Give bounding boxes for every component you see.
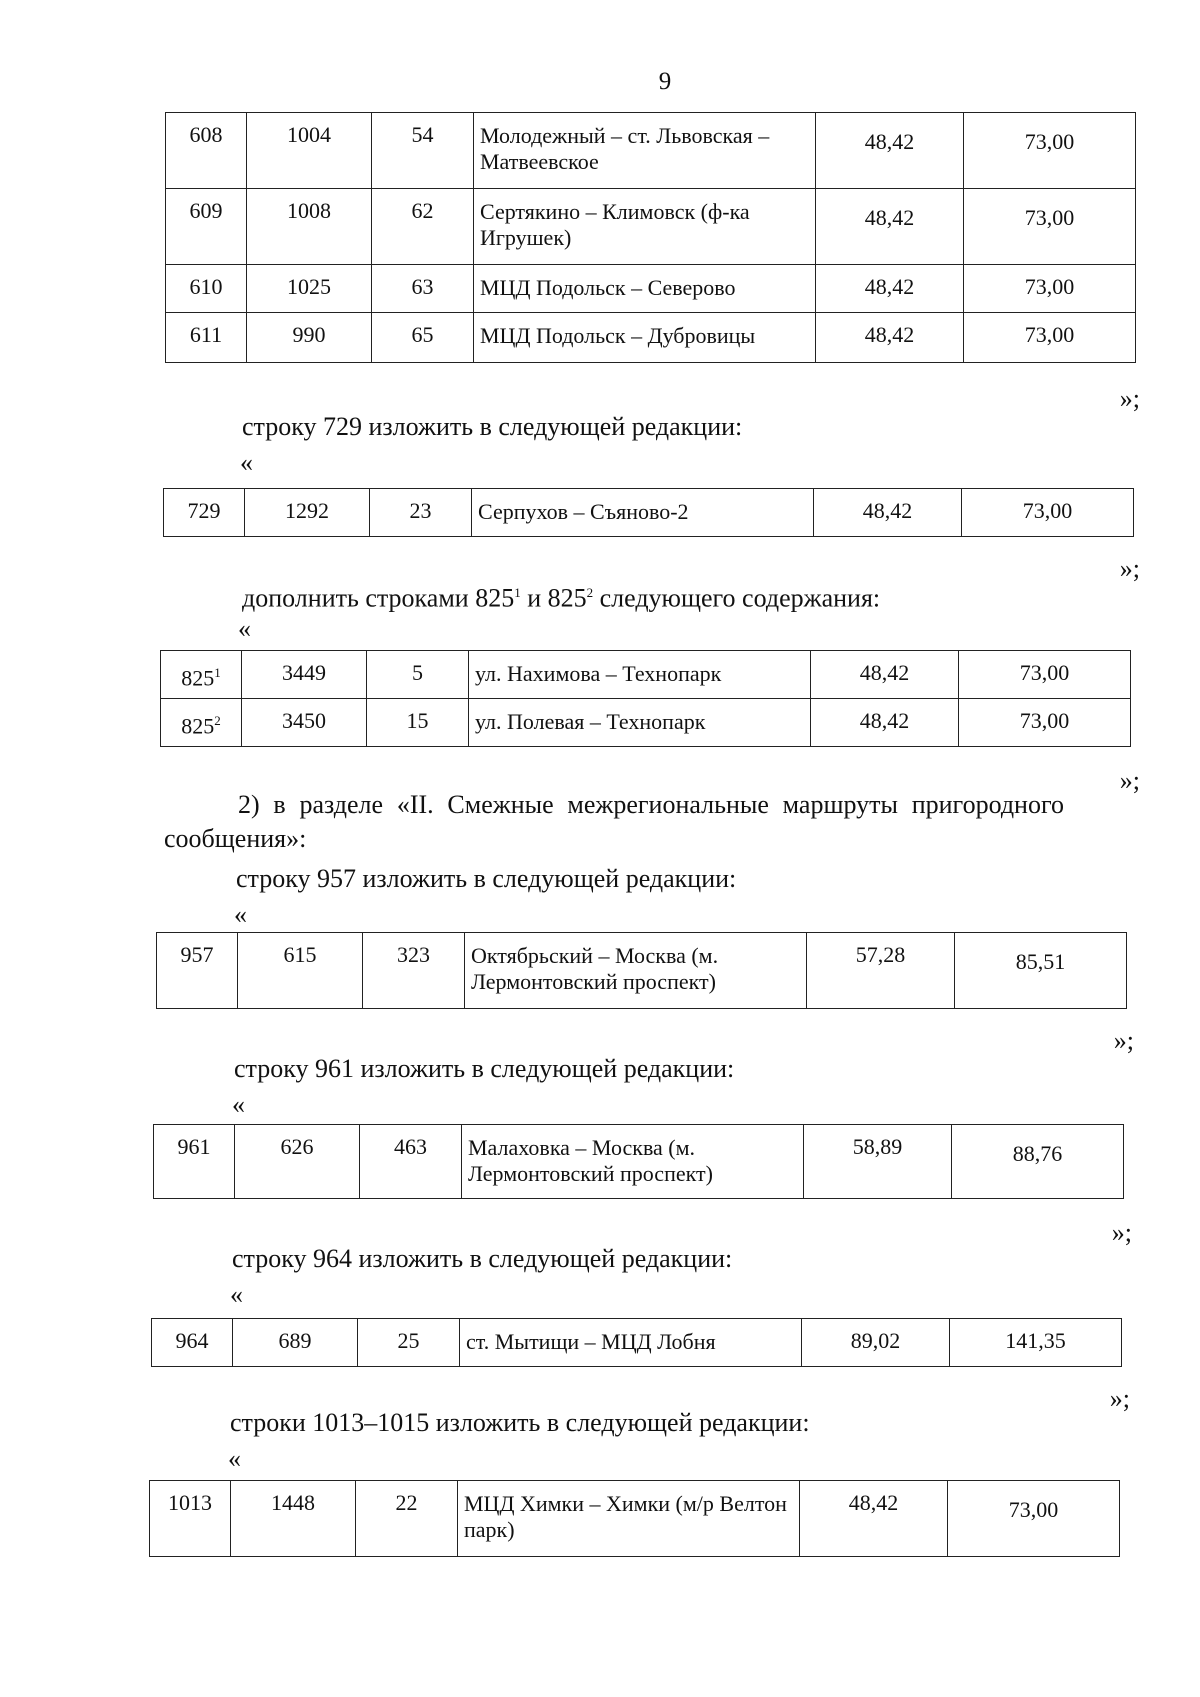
tariff-value: 48,42 <box>811 699 959 747</box>
route-registration: 1008 <box>247 189 372 265</box>
route-number: 25 <box>358 1319 460 1367</box>
tariff-value: 48,42 <box>816 313 964 363</box>
route-registration: 3450 <box>242 699 367 747</box>
paragraph-row-961: строку 961 изложить в следующей редакции: <box>234 1054 735 1083</box>
routes-table-964 <box>151 1318 1122 1367</box>
tariff-value: 48,42 <box>811 651 959 699</box>
tariff-value-2: 73,00 <box>964 313 1136 363</box>
route-registration: 1448 <box>231 1481 356 1557</box>
table-row <box>150 1481 1120 1557</box>
tariff-value-2: 73,00 <box>962 489 1134 537</box>
row-number: 610 <box>166 265 247 313</box>
route-name: Малаховка – Москва (м. Лермонтовский проспект) <box>462 1125 804 1199</box>
row-number: 608 <box>166 113 247 189</box>
paragraph-rows-825 <box>242 578 880 614</box>
paragraph-text: дополнить строками 825 <box>242 583 515 613</box>
page-number: 9 <box>658 68 672 95</box>
route-name: Молодежный – ст. Львовская – Матвеевское <box>474 113 816 189</box>
row-number-base: 825 <box>181 713 215 739</box>
route-number: 23 <box>370 489 472 537</box>
closing-quote: »; <box>1109 1384 1130 1413</box>
row-number: 609 <box>166 189 247 265</box>
opening-quote: « <box>240 448 253 477</box>
row-number <box>161 699 242 747</box>
table-row <box>161 699 1131 747</box>
opening-quote: « <box>230 1280 243 1309</box>
tariff-value-2: 73,00 <box>964 189 1136 265</box>
route-number: 65 <box>372 313 474 363</box>
paragraph-section-2: 2) в разделе «II. Смежные межрегиональные маршруты пригородного сообщения»: <box>164 790 1064 853</box>
table-row <box>166 189 1136 265</box>
paragraph-row-964: строку 964 изложить в следующей редакции: <box>232 1244 733 1273</box>
tariff-value-2: 141,35 <box>950 1319 1122 1367</box>
route-name: ул. Нахимова – Технопарк <box>469 651 811 699</box>
table-row <box>166 265 1136 313</box>
route-name: ул. Полевая – Технопарк <box>469 699 811 747</box>
route-number: 15 <box>367 699 469 747</box>
route-registration: 689 <box>233 1319 358 1367</box>
tariff-value: 48,42 <box>816 265 964 313</box>
opening-quote: « <box>228 1444 241 1473</box>
routes-table-825 <box>160 650 1131 747</box>
paragraph-row-729: строку 729 изложить в следующей редакции: <box>242 412 743 441</box>
route-name: МЦД Подольск – Дубровицы <box>474 313 816 363</box>
superscript: 2 <box>214 713 221 728</box>
closing-quote: »; <box>1119 766 1140 795</box>
row-number: 961 <box>154 1125 235 1199</box>
opening-quote: « <box>234 900 247 929</box>
tariff-value-2: 73,00 <box>959 699 1131 747</box>
routes-table-957 <box>156 932 1127 1009</box>
closing-quote: »; <box>1119 384 1140 413</box>
paragraph-text: и 825 <box>520 583 587 613</box>
route-number: 22 <box>356 1481 458 1557</box>
tariff-value: 48,42 <box>800 1481 948 1557</box>
table-row <box>166 313 1136 363</box>
superscript: 2 <box>586 585 594 600</box>
route-name: МЦД Подольск – Северово <box>474 265 816 313</box>
routes-table-1013 <box>149 1480 1120 1557</box>
route-registration: 1025 <box>247 265 372 313</box>
tariff-value-2: 73,00 <box>948 1481 1120 1557</box>
route-number: 63 <box>372 265 474 313</box>
closing-quote: »; <box>1113 1026 1134 1055</box>
route-registration: 1292 <box>245 489 370 537</box>
superscript: 1 <box>514 585 521 600</box>
row-number <box>161 651 242 699</box>
superscript: 1 <box>214 665 221 680</box>
route-name: ст. Мытищи – МЦД Лобня <box>460 1319 802 1367</box>
route-name: Сертякино – Климовск (ф-ка Игрушек) <box>474 189 816 265</box>
row-number: 1013 <box>150 1481 231 1557</box>
table-row <box>154 1125 1124 1199</box>
tariff-value: 48,42 <box>816 189 964 265</box>
route-name: МЦД Химки – Химки (м/р Велтон парк) <box>458 1481 800 1557</box>
row-number-base: 825 <box>181 665 215 691</box>
row-number: 957 <box>157 933 238 1009</box>
route-number: 54 <box>372 113 474 189</box>
tariff-value: 58,89 <box>804 1125 952 1199</box>
table-row <box>164 489 1134 537</box>
paragraph-row-957: строку 957 изложить в следующей редакции: <box>236 864 737 893</box>
route-number: 5 <box>367 651 469 699</box>
routes-table-729 <box>163 488 1134 537</box>
route-name: Серпухов – Съяново-2 <box>472 489 814 537</box>
routes-table-961 <box>153 1124 1124 1199</box>
closing-quote: »; <box>1111 1218 1132 1247</box>
table-row <box>161 651 1131 699</box>
route-registration: 1004 <box>247 113 372 189</box>
tariff-value-2: 73,00 <box>959 651 1131 699</box>
route-number: 463 <box>360 1125 462 1199</box>
tariff-value-2: 88,76 <box>952 1125 1124 1199</box>
tariff-value: 48,42 <box>816 113 964 189</box>
row-number: 729 <box>164 489 245 537</box>
opening-quote: « <box>232 1090 245 1119</box>
route-number: 323 <box>363 933 465 1009</box>
table-row <box>157 933 1127 1009</box>
row-number: 964 <box>152 1319 233 1367</box>
row-number: 611 <box>166 313 247 363</box>
closing-quote: »; <box>1119 554 1140 583</box>
tariff-value-2: 73,00 <box>964 265 1136 313</box>
tariff-value: 89,02 <box>802 1319 950 1367</box>
route-registration: 615 <box>238 933 363 1009</box>
paragraph-text: следующего содержания: <box>593 583 881 613</box>
route-number: 62 <box>372 189 474 265</box>
tariff-value: 57,28 <box>807 933 955 1009</box>
tariff-value-2: 85,51 <box>955 933 1127 1009</box>
routes-table-top <box>165 112 1136 363</box>
opening-quote: « <box>238 614 251 643</box>
route-registration: 626 <box>235 1125 360 1199</box>
tariff-value-2: 73,00 <box>964 113 1136 189</box>
tariff-value: 48,42 <box>814 489 962 537</box>
table-row <box>166 113 1136 189</box>
paragraph-rows-1013: строки 1013–1015 изложить в следующей редакции: <box>230 1408 810 1437</box>
route-registration: 990 <box>247 313 372 363</box>
route-name: Октябрьский – Москва (м. Лермонтовский проспект) <box>465 933 807 1009</box>
table-row <box>152 1319 1122 1367</box>
route-registration: 3449 <box>242 651 367 699</box>
